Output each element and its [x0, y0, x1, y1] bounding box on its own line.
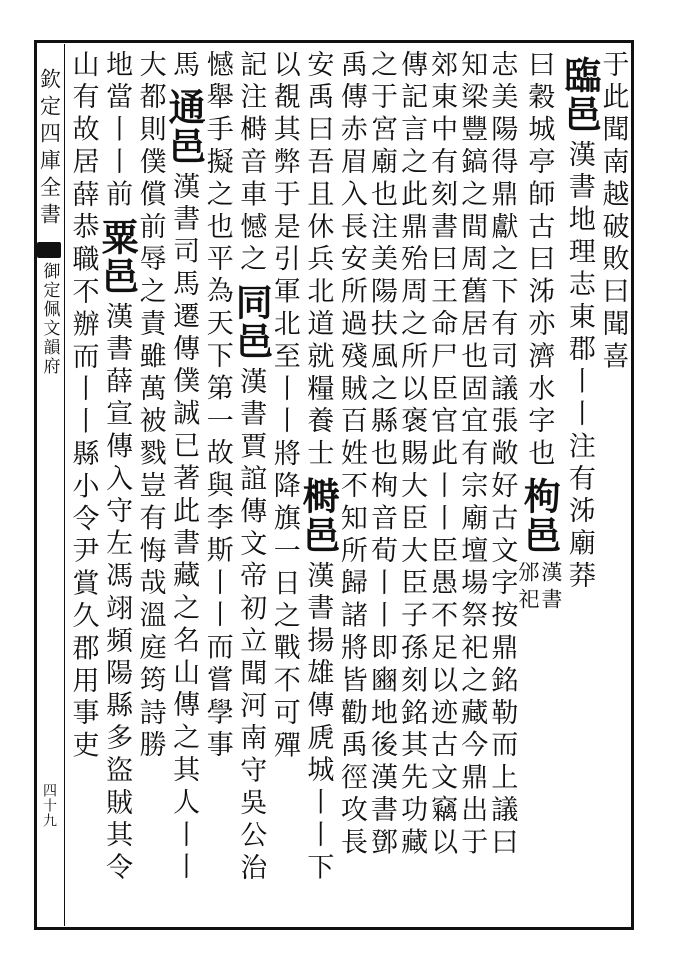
text-column: [336, 50, 366, 920]
column-text: 馬: [168, 50, 200, 83]
entry-heading: 枸邑: [517, 477, 562, 556]
text-column: [229, 50, 274, 920]
column-text: 安禹曰吾且休兵北道就糧養士: [302, 50, 334, 472]
text-column: [68, 50, 98, 920]
text-column: [427, 50, 457, 920]
text-column: [162, 50, 207, 920]
column-text: 志美陽得鼎獻之下有司議張敞好古文字按鼎銘勒而上議曰: [486, 50, 518, 860]
column-text: 漢書賈誼傳文帝初立聞河南守吳公治: [235, 366, 267, 886]
column-text: 以覩其弊于是引軍北至丨丨: [268, 50, 300, 439]
note-line-left: 邠祀: [515, 561, 540, 616]
text-column: [397, 50, 427, 920]
column-text: 知梁豐鎬之間周舊居也固宜有宗廟壇場祭祀之藏今鼎出于: [456, 50, 488, 860]
entry-heading: 粟邑: [95, 218, 140, 296]
column-text: 憾舉手擬之也: [201, 50, 233, 245]
text-column: [95, 50, 140, 920]
column-text: 禹傳赤眉入長安所過殘賊百姓不知所歸諸將皆勸禹徑攻長: [335, 50, 367, 860]
column-text: 曰穀城亭師古曰泲亦濟水字也: [523, 50, 555, 472]
column-text: 薛恭職不辦而丨丨縣小令尹賞久郡用事吏: [67, 179, 99, 763]
column-text: 大都則僕償前辱之責雖萬被戮豈有悔哉溫庭筠詩勝: [134, 50, 166, 763]
column-text: 漢書司馬遷傳僕誠已著此書藏之名山傳之其人丨丨: [168, 172, 200, 886]
column-text: 漢書薛宣傳入守左馮翊頻陽縣多盜賊其令: [101, 302, 133, 886]
book-title: 欽定四庫全書: [37, 68, 62, 230]
column-text: 傳記言之此鼎殆周之所以褒賜大臣大臣子孫刻銘其先功藏: [396, 50, 428, 860]
column-text: 破敗曰聞喜: [597, 212, 629, 374]
column-text: 漢書揚雄傳虒城丨丨下: [302, 561, 334, 886]
volume-title: 御定佩文韻府: [39, 262, 60, 376]
entry-heading: 榯邑: [296, 477, 341, 556]
text-column: [202, 50, 232, 920]
column-text: 平為天下第一故與李斯丨丨而嘗學事: [201, 244, 233, 763]
fish-tail-mark: [37, 242, 61, 258]
text-column: [296, 50, 341, 920]
text-column: [557, 50, 602, 920]
entry-heading: 通邑: [162, 88, 207, 167]
text-column: [135, 50, 165, 920]
column-text: 漢書地理志東郡丨丨注有泲廟莽: [563, 140, 595, 594]
entry-heading: 臨邑: [557, 56, 602, 134]
entry-heading: 同邑: [229, 282, 274, 361]
column-text: 于此聞南越: [597, 50, 629, 212]
double-line-note: [517, 561, 561, 615]
column-text: 將降旗一日之戰不可殫: [268, 438, 300, 763]
page-margin: [35, 48, 63, 924]
column-text: 山有故居: [67, 50, 99, 180]
text-column: [366, 50, 396, 920]
column-text: 地當丨丨前: [101, 50, 133, 212]
text-column: [457, 50, 487, 920]
column-text: 郊東中有刻書曰王命尸臣官此丨丨臣愚不足以迹古文竊以: [426, 50, 458, 860]
text-body: [68, 50, 628, 920]
column-text: 記注榯音車憾之: [235, 50, 267, 277]
text-column: [517, 50, 561, 920]
text-column: [269, 50, 299, 920]
page-number: 四十九: [41, 783, 57, 828]
text-column: [487, 50, 517, 920]
text-column: [598, 50, 628, 920]
column-text: 之于宮廟也注美陽扶風之縣也栒音荀丨丨即豳地後漢書鄧: [365, 50, 397, 860]
note-line-right: 漢書: [538, 561, 563, 616]
